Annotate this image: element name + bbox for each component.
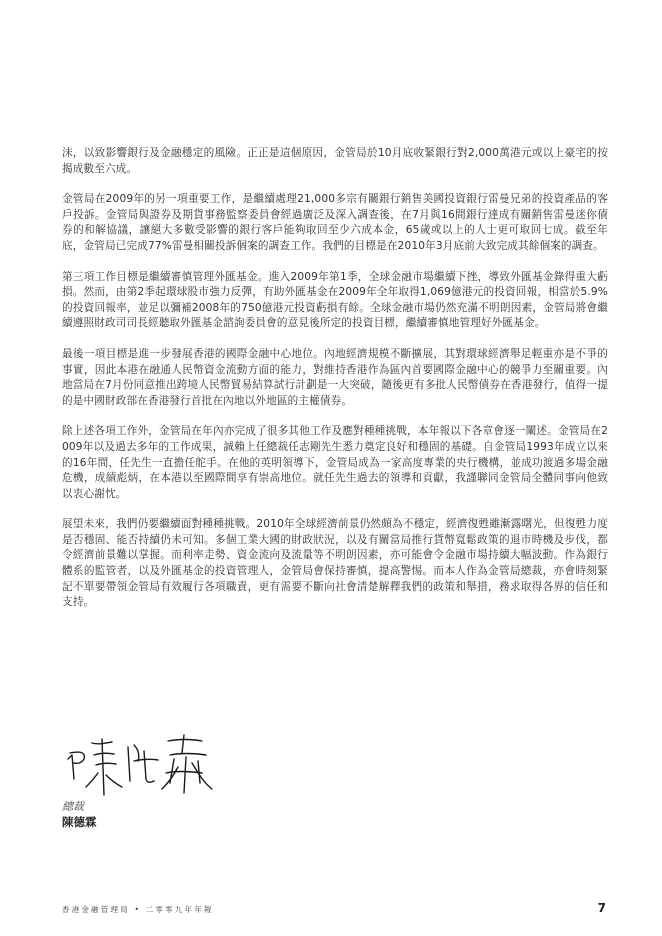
footer-publication: 香港金融管理局 • 二零零九年年報 (62, 905, 214, 914)
body-paragraph: 最後一項目標是進一步發展香港的國際金融中心地位。內地經濟規模不斷擴展，其對環球經濟舉足輕重亦是不爭的事實，因此本港在融通人民幣資金流動方面的能力，對維持香港作為區內首要國際金融中心的競爭力至關重要。內地當局在7月份同意推出跨境人民幣貿易結算試行計劃是一大突破，隨後更有多批人民幣債券在香港發行，值得一提的是中國財政部在香港發行首批在內地以外地區的主權債券。 (62, 347, 608, 407)
signatory-name: 陳德霖 (62, 815, 97, 829)
page-number: 7 (597, 901, 606, 915)
page-footer (62, 902, 606, 918)
body-paragraph: 除上述各項工作外，金管局在年內亦完成了很多其他工作及應對種種挑戰，本年報以下各章會逐一闡述。金管局在2009年以及過去多年的工作成果，誠賴上任總裁任志剛先生悉力奠定良好和穩固的基礎。自金管局1993年成立以來的16年間，任先生一直擔任舵手。在他的英明領導下，金管局成為一家高度專業的央行機構，並成功渡過多場金融危機，成績彪炳，在本港以至國際間享有崇高地位。就任先生過去的領導和貢獻，我謹聯同金管局全體同事向他致以衷心謝忱。 (62, 425, 608, 500)
body-paragraph: 金管局在2009年的另一項重要工作，是繼續處理21,000多宗有關銀行銷售美國投資銀行雷曼兄弟的投資產品的客戶投訴。金管局與證券及期貨事務監察委員會經過廣泛及深入調查後，在7月與16間銀行達成有關銷售雷曼迷你債券的和解協議，讓絕大多數受影響的銀行客戶能夠取回至少六成本金，65歲或以上的人士更可取回七成。截至年底，金管局已完成77%雷曼相關投訴個案的調查工作。我們的目標是在2010年3月底前大致完成其餘個案的調查。 (62, 193, 608, 252)
letter-body (62, 146, 608, 626)
signature-drawing (62, 733, 232, 801)
body-paragraph: 沫，以致影響銀行及金融穩定的風險。正正是這個原因，金管局於10月底收緊銀行對2,000萬港元或以上豪宅的按揭成數至六成。 (62, 147, 608, 175)
body-paragraph: 第三項工作目標是繼續審慎管理外匯基金。進入2009年第1季，全球金融市場繼續下挫，導致外匯基金錄得重大虧損。然而，由第2季起環球股市強力反彈，有助外匯基金在2009年全年取得1,069億港元的投資回報，相當於5.9%的投資回報率，並足以彌補2008年的750億港元投資虧損有餘。全球金融市場仍然充滿不明朗因素，金管局將會繼續遵照財政司司長經聽取外匯基金諮詢委員會的意見後所定的投資目標，繼續審慎地管理好外匯基金。 (62, 270, 608, 330)
body-paragraph: 展望未來，我們仍要繼續面對種種挑戰。2010年全球經濟前景仍然頗為不穩定，經濟復甦雖漸露曙光，但復甦力度是否穩固、能否持續仍未可知。多個工業大國的財政狀況，以及有關當局推行貨幣寬鬆政策的退市時機及步伐，都令經濟前景難以掌握。而利率走勢、資金流向及流量等不明朗因素，亦可能會令金融市場持續大幅波動。作為銀行體系的監管者，以及外匯基金的投資管理人，金管局會保持審慎，提高警惕。而本人作為金管局總裁，亦會時刻緊記不單要帶領金管局有效履行各項職責，更有需要不斷向社會清楚解釋我們的政策和舉措，務求取得各界的信任和支持。 (62, 518, 608, 609)
handwritten-signature (62, 733, 232, 801)
signatory-title: 總裁 (62, 800, 84, 813)
